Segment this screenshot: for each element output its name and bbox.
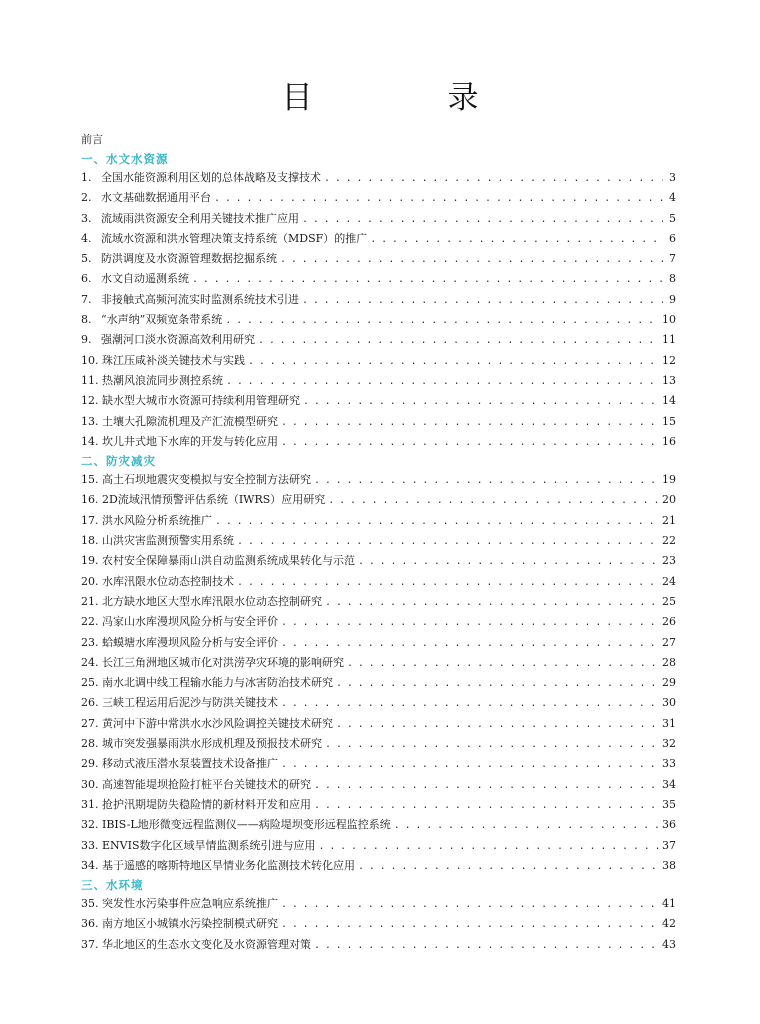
toc-entry[interactable] [81,914,676,934]
toc-entry[interactable] [81,531,676,551]
entry-number: 4. [81,231,92,245]
entry-page-number: 31 [662,716,676,730]
dot-leader [280,250,663,269]
entry-page-number: 27 [662,635,676,649]
dot-leader [237,573,659,592]
entry-page-number: 22 [662,534,676,548]
toc-entry[interactable] [81,412,676,432]
entry-title: “水声纳”双频宽条带系统 [101,313,223,327]
entry-title: 高土石坝地震灾变模拟与安全控制方法研究 [102,473,311,487]
toc-entry[interactable] [81,612,676,632]
entry-page-number: 4 [669,191,676,205]
toc-entry[interactable] [81,754,676,774]
entry-page-number: 33 [662,757,676,771]
entry-page-number: 41 [662,897,676,911]
dot-leader [336,715,659,734]
entry-title: 突发性水污染事件应急响应系统推广 [102,897,278,911]
dot-leader [281,915,659,934]
toc-entry[interactable] [81,168,676,188]
dot-leader [336,674,659,693]
entry-title: 高速智能堤坝抢险打桩平台关键技术的研究 [102,777,311,791]
entry-title: 山洪灾害监测预警实用系统 [102,534,234,548]
entry-number: 18. [81,534,99,548]
dot-leader [302,210,663,229]
entry-page-number: 43 [662,937,676,951]
toc-entry[interactable] [81,351,676,371]
entry-title: 流域水资源和洪水管理决策支持系统（MDSF）的推广 [101,231,368,245]
entry-number: 20. [81,574,99,588]
toc-entry[interactable] [81,551,676,571]
dot-leader [302,291,663,310]
entry-title: 北方缺水地区大型水库汛限水位动态控制研究 [102,594,322,608]
preface-entry[interactable]: 前言 [81,133,103,146]
entry-number: 15. [81,473,99,487]
entry-title: 土壤大孔隙流机理及产汇流模型研究 [102,414,278,428]
entry-number: 16. [81,493,99,507]
entry-page-number: 5 [669,211,676,225]
entry-page-number: 34 [662,777,676,791]
dot-leader [314,936,659,955]
entry-title: 华北地区的生态水文变化及水资源管理对策 [102,937,311,951]
dot-leader [281,895,659,914]
entry-page-number: 19 [662,473,676,487]
entry-number: 6. [81,272,92,286]
dot-leader [215,512,659,531]
entry-number: 24. [81,655,99,669]
entry-title: 非接触式高频河流实时监测系统技术引进 [101,292,299,306]
dot-leader [394,816,659,835]
table-of-contents [81,130,676,955]
dot-leader [281,634,659,653]
entry-number: 34. [81,858,99,872]
entry-title: 缺水型大城市水资源可持续利用管理研究 [102,394,300,408]
dot-leader [225,311,659,330]
entry-page-number: 11 [662,333,676,347]
toc-entry[interactable] [81,815,676,835]
dot-leader [258,331,659,350]
toc-entry[interactable] [81,229,676,249]
entry-page-number: 20 [662,493,676,507]
entry-number: 27. [81,716,99,730]
entry-title: 强潮河口淡水资源高效利用研究 [101,333,255,347]
dot-leader [358,552,659,571]
toc-entry[interactable] [81,391,676,411]
dot-leader [303,392,659,411]
entry-page-number: 37 [662,838,676,852]
entry-page-number: 13 [662,373,676,387]
dot-leader [347,654,659,673]
entry-number: 1. [81,171,92,184]
dot-leader [370,230,663,249]
entry-title: 全国水能资源利用区划的总体战略及支撑技术 [101,171,321,184]
entry-page-number: 24 [662,574,676,588]
toc-entry[interactable] [81,714,676,734]
entry-number: 25. [81,676,99,690]
entry-number: 35. [81,897,99,911]
entry-title: 洪水风险分析系统推广 [102,513,212,527]
entry-number: 33. [81,838,99,852]
dot-leader [314,796,659,815]
entry-title: 水库汛限水位动态控制技术 [102,574,234,588]
entry-page-number: 21 [662,513,676,527]
toc-entry[interactable] [81,693,676,713]
dot-leader [328,491,659,510]
entry-number: 9. [81,333,92,347]
entry-page-number: 29 [662,676,676,690]
entry-title: 城市突发强暴雨洪水形成机理及预报技术研究 [102,737,322,751]
entry-title: 流域雨洪资源安全利用关键技术推广应用 [101,211,299,225]
dot-leader [314,776,659,795]
toc-entry[interactable] [81,269,676,289]
entry-page-number: 38 [662,858,676,872]
entry-title: 珠江压咸补淡关键技术与实践 [102,353,245,367]
dot-leader [325,735,659,754]
dot-leader [314,471,659,490]
section-heading: 二、防灾减灾 [81,454,156,469]
toc-entry[interactable] [81,209,676,229]
entry-page-number: 25 [662,594,676,608]
entry-number: 7. [81,292,92,306]
entry-page-number: 15 [662,414,676,428]
dot-leader [325,593,659,612]
entry-page-number: 6 [669,231,676,245]
entry-number: 37. [81,937,99,951]
dot-leader [281,433,659,452]
entry-title: 移动式液压潜水泵装置技术设备推广 [102,757,278,771]
entry-page-number: 42 [662,917,676,931]
entry-title: 黄河中下游中常洪水水沙风险调控关键技术研究 [102,716,333,730]
entry-page-number: 8 [669,272,676,286]
entry-page-number: 35 [662,797,676,811]
entry-number: 3. [81,211,92,225]
entry-number: 30. [81,777,99,791]
toc-entry[interactable] [81,310,676,330]
entry-title: 2D流域汛情预警评估系统（IWRS）应用研究 [102,493,326,507]
dot-leader [281,694,659,713]
entry-number: 19. [81,554,99,568]
entry-number: 14. [81,434,99,448]
dot-leader [237,532,659,551]
toc-entry[interactable] [81,290,676,310]
entry-number: 12. [81,394,99,408]
entry-page-number: 7 [669,252,676,266]
entry-title: 水文基础数据通用平台 [101,191,211,205]
entry-number: 28. [81,737,99,751]
toc-entry[interactable] [81,572,676,592]
toc-entry[interactable] [81,653,676,673]
dot-leader [281,413,659,432]
toc-entry[interactable] [81,371,676,391]
toc-entry[interactable] [81,330,676,350]
dot-leader [318,837,659,856]
entry-number: 11. [81,373,99,387]
toc-entry[interactable] [81,673,676,693]
entry-number: 31. [81,797,99,811]
entry-page-number: 32 [662,737,676,751]
entry-page-number: 10 [662,313,676,327]
dot-leader [324,169,663,188]
toc-entry[interactable] [81,511,676,531]
entry-number: 36. [81,917,99,931]
entry-page-number: 3 [669,171,676,184]
entry-number: 29. [81,757,99,771]
toc-entry[interactable] [81,795,676,815]
toc-entry[interactable] [81,470,676,490]
toc-entry[interactable] [81,734,676,754]
dot-leader [281,755,659,774]
entry-number: 22. [81,615,99,629]
entry-page-number: 14 [662,394,676,408]
toc-entry[interactable] [81,249,676,269]
dot-leader [192,270,663,289]
dot-leader [226,372,659,391]
entry-title: 水文自动遥测系统 [101,272,189,286]
entry-title: 南水北调中线工程输水能力与冰害防治技术研究 [102,676,333,690]
entry-number: 23. [81,635,99,649]
toc-entry[interactable] [81,592,676,612]
entry-page-number: 9 [669,292,676,306]
entry-page-number: 16 [662,434,676,448]
entry-title: ENVIS数字化区域旱情监测系统引进与应用 [102,838,316,852]
entry-title: 蛤蟆塘水库漫坝风险分析与安全评价 [102,635,278,649]
toc-entry[interactable] [81,856,676,876]
toc-entry[interactable] [81,836,676,856]
entry-number: 8. [81,313,92,327]
entry-title: 三峡工程运用后泥沙与防洪关键技术 [102,696,278,710]
entry-number: 13. [81,414,99,428]
entry-page-number: 23 [662,554,676,568]
entry-page-number: 28 [662,655,676,669]
entry-number: 2. [81,191,92,205]
entry-page-number: 36 [662,818,676,832]
entry-number: 26. [81,696,99,710]
entry-number: 17. [81,513,99,527]
toc-entry[interactable] [81,432,676,452]
entry-page-number: 30 [662,696,676,710]
toc-entry[interactable] [81,490,676,510]
entry-title: 坎儿井式地下水库的开发与转化应用 [102,434,278,448]
entry-page-number: 26 [662,615,676,629]
toc-entry[interactable] [81,775,676,795]
toc-entry[interactable] [81,894,676,914]
entry-number: 32. [81,818,99,832]
dot-leader [214,189,663,208]
entry-number: 10. [81,353,99,367]
dot-leader [358,857,659,876]
entry-page-number: 12 [662,353,676,367]
dot-leader [281,613,659,632]
section-heading: 一、水文水资源 [81,152,169,166]
entry-title: 基于遥感的喀斯特地区旱情业务化监测技术转化应用 [102,858,355,872]
entry-title: 热潮风浪流同步测控系统 [102,373,223,387]
entry-number: 21. [81,594,99,608]
entry-title: 南方地区小城镇水污染控制模式研究 [102,917,278,931]
dot-leader [248,352,659,371]
toc-entry[interactable] [81,188,676,208]
entry-number: 5. [81,252,92,266]
section-heading: 三、水环境 [81,878,144,893]
page-title: 目 录 [281,80,531,116]
toc-entry[interactable] [81,633,676,653]
entry-title: 长江三角洲地区城市化对洪涝孕灾环境的影响研究 [102,655,344,669]
entry-title: IBIS-L地形微变远程监测仪——病险堤坝变形远程监控系统 [102,818,391,832]
entry-title: 防洪调度及水资源管理数据挖掘系统 [101,252,277,266]
entry-title: 农村安全保障暴雨山洪自动监测系统成果转化与示范 [102,554,355,568]
entry-title: 冯家山水库漫坝风险分析与安全评价 [102,615,278,629]
entry-title: 抢护汛期堤防失稳险情的新材料开发和应用 [102,797,311,811]
toc-entry[interactable] [81,935,676,955]
